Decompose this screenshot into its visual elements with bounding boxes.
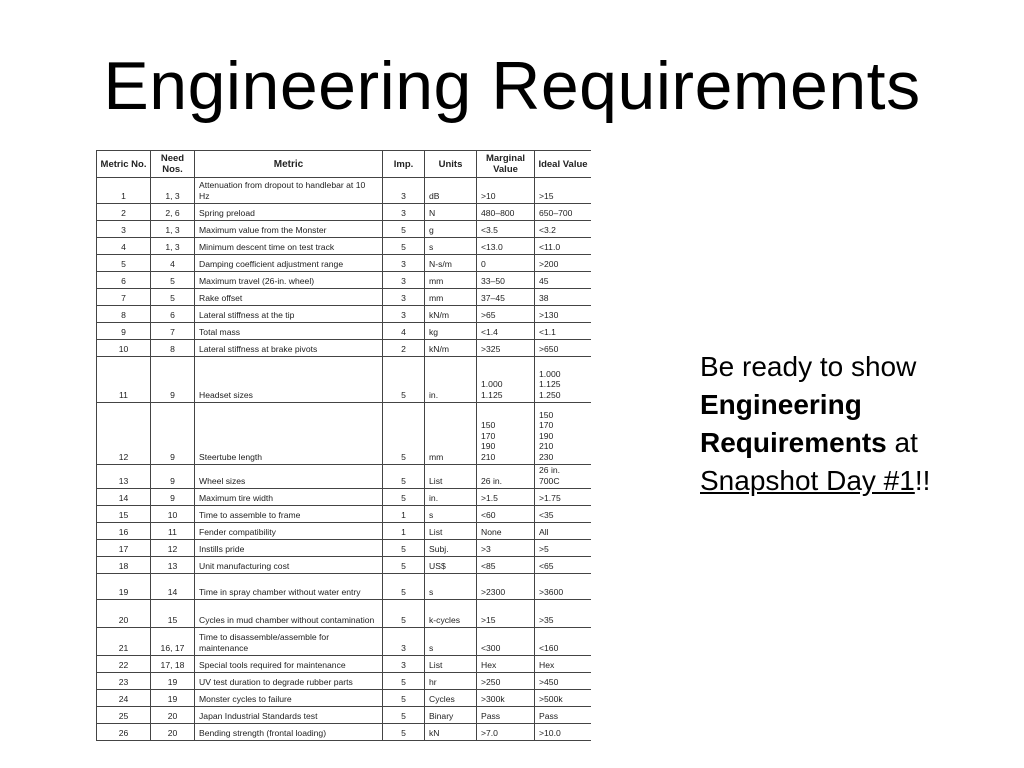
cell-metric-no: 21: [97, 628, 151, 656]
table-row: [97, 323, 592, 340]
table-row: [97, 506, 592, 523]
snapshot-day-link[interactable]: Snapshot Day #1: [700, 465, 915, 496]
cell-metric-no: 2: [97, 204, 151, 221]
cell-need-nos: 19: [151, 673, 195, 690]
cell-metric-no: 1: [97, 178, 151, 204]
cell-ideal-value: <65: [535, 557, 592, 574]
cell-metric: Attenuation from dropout to handlebar at 10 Hz: [195, 178, 383, 204]
header-units: Units: [425, 151, 477, 178]
cell-marginal-value: <1.4: [477, 323, 535, 340]
cell-need-nos: 20: [151, 724, 195, 741]
cell-need-nos: 15: [151, 600, 195, 628]
cell-metric-no: 25: [97, 707, 151, 724]
table-row: [97, 656, 592, 673]
cell-marginal-value: 150 170 190 210: [477, 403, 535, 465]
cell-units: k-cycles: [425, 600, 477, 628]
cell-metric-no: 22: [97, 656, 151, 673]
cell-marginal-value: <13.0: [477, 238, 535, 255]
cell-metric: Time in spray chamber without water entry: [195, 574, 383, 600]
cell-imp: 5: [383, 707, 425, 724]
cell-metric: Maximum travel (26-in. wheel): [195, 272, 383, 289]
cell-metric-no: 6: [97, 272, 151, 289]
cell-ideal-value: All: [535, 523, 592, 540]
cell-metric-no: 19: [97, 574, 151, 600]
reminder-at: at: [886, 427, 918, 458]
cell-ideal-value: >130: [535, 306, 592, 323]
cell-metric: Total mass: [195, 323, 383, 340]
cell-units: mm: [425, 403, 477, 465]
cell-imp: 3: [383, 204, 425, 221]
cell-metric-no: 12: [97, 403, 151, 465]
cell-metric-no: 8: [97, 306, 151, 323]
cell-imp: 3: [383, 306, 425, 323]
cell-metric: Monster cycles to failure: [195, 690, 383, 707]
table-row: [97, 465, 592, 489]
cell-marginal-value: >300k: [477, 690, 535, 707]
table-row: [97, 557, 592, 574]
cell-metric: Headset sizes: [195, 357, 383, 403]
cell-units: kN/m: [425, 340, 477, 357]
cell-metric-no: 17: [97, 540, 151, 557]
cell-ideal-value: >200: [535, 255, 592, 272]
cell-imp: 5: [383, 403, 425, 465]
cell-marginal-value: >65: [477, 306, 535, 323]
cell-imp: 3: [383, 628, 425, 656]
snapshot-reminder: [700, 348, 1000, 500]
cell-metric: Lateral stiffness at brake pivots: [195, 340, 383, 357]
cell-need-nos: 5: [151, 289, 195, 306]
cell-imp: 5: [383, 574, 425, 600]
cell-metric: Instills pride: [195, 540, 383, 557]
requirements-table-image: [96, 150, 591, 750]
table-row: [97, 255, 592, 272]
cell-need-nos: 16, 17: [151, 628, 195, 656]
cell-metric: Damping coefficient adjustment range: [195, 255, 383, 272]
cell-metric: Cycles in mud chamber without contamination: [195, 600, 383, 628]
cell-ideal-value: >10.0: [535, 724, 592, 741]
cell-metric-no: 14: [97, 489, 151, 506]
cell-metric-no: 16: [97, 523, 151, 540]
table-row: [97, 540, 592, 557]
cell-ideal-value: <1.1: [535, 323, 592, 340]
cell-ideal-value: 150 170 190 210 230: [535, 403, 592, 465]
header-metric: Metric: [195, 151, 383, 178]
header-metric-no: Metric No.: [97, 151, 151, 178]
cell-marginal-value: >7.0: [477, 724, 535, 741]
cell-metric-no: 4: [97, 238, 151, 255]
cell-need-nos: 8: [151, 340, 195, 357]
cell-metric-no: 3: [97, 221, 151, 238]
cell-imp: 2: [383, 340, 425, 357]
reminder-bold-requirements: Requirements: [700, 427, 887, 458]
cell-metric-no: 20: [97, 600, 151, 628]
cell-ideal-value: >5: [535, 540, 592, 557]
cell-units: g: [425, 221, 477, 238]
table-row: [97, 523, 592, 540]
cell-marginal-value: 33–50: [477, 272, 535, 289]
cell-metric-no: 26: [97, 724, 151, 741]
cell-units: List: [425, 656, 477, 673]
cell-ideal-value: 26 in. 700C: [535, 465, 592, 489]
cell-imp: 5: [383, 221, 425, 238]
cell-imp: 3: [383, 656, 425, 673]
cell-imp: 5: [383, 489, 425, 506]
cell-need-nos: 2, 6: [151, 204, 195, 221]
cell-metric: Maximum value from the Monster: [195, 221, 383, 238]
cell-need-nos: 9: [151, 357, 195, 403]
cell-imp: 5: [383, 690, 425, 707]
cell-units: kg: [425, 323, 477, 340]
reminder-line: Be ready to show: [700, 351, 917, 382]
cell-ideal-value: Pass: [535, 707, 592, 724]
header-ideal-value: Ideal Value: [535, 151, 592, 178]
cell-need-nos: 13: [151, 557, 195, 574]
cell-metric-no: 24: [97, 690, 151, 707]
cell-ideal-value: >450: [535, 673, 592, 690]
cell-metric: Bending strength (frontal loading): [195, 724, 383, 741]
cell-marginal-value: <3.5: [477, 221, 535, 238]
slide-title: Engineering Requirements: [103, 48, 921, 124]
cell-imp: 5: [383, 557, 425, 574]
cell-need-nos: 11: [151, 523, 195, 540]
cell-need-nos: 12: [151, 540, 195, 557]
cell-marginal-value: 0: [477, 255, 535, 272]
cell-marginal-value: >325: [477, 340, 535, 357]
cell-need-nos: 17, 18: [151, 656, 195, 673]
cell-units: s: [425, 628, 477, 656]
cell-units: s: [425, 506, 477, 523]
cell-ideal-value: >15: [535, 178, 592, 204]
cell-need-nos: 5: [151, 272, 195, 289]
cell-ideal-value: Hex: [535, 656, 592, 673]
cell-imp: 3: [383, 289, 425, 306]
cell-units: mm: [425, 289, 477, 306]
cell-marginal-value: 1.000 1.125: [477, 357, 535, 403]
cell-imp: 5: [383, 238, 425, 255]
cell-units: Cycles: [425, 690, 477, 707]
cell-ideal-value: >35: [535, 600, 592, 628]
cell-metric-no: 18: [97, 557, 151, 574]
cell-marginal-value: 26 in.: [477, 465, 535, 489]
table-row: [97, 289, 592, 306]
cell-units: kN/m: [425, 306, 477, 323]
cell-ideal-value: <160: [535, 628, 592, 656]
cell-metric: Time to disassemble/assemble for maintenance: [195, 628, 383, 656]
table-row: [97, 272, 592, 289]
cell-marginal-value: >1.5: [477, 489, 535, 506]
cell-metric: Maximum tire width: [195, 489, 383, 506]
cell-imp: 5: [383, 724, 425, 741]
cell-metric-no: 5: [97, 255, 151, 272]
cell-metric-no: 9: [97, 323, 151, 340]
cell-metric: Rake offset: [195, 289, 383, 306]
table-row: [97, 238, 592, 255]
cell-imp: 5: [383, 600, 425, 628]
cell-need-nos: 10: [151, 506, 195, 523]
reminder-suffix: !!: [914, 465, 931, 496]
cell-units: N-s/m: [425, 255, 477, 272]
cell-ideal-value: 1.000 1.125 1.250: [535, 357, 592, 403]
cell-need-nos: 19: [151, 690, 195, 707]
table-row: [97, 489, 592, 506]
cell-units: N: [425, 204, 477, 221]
cell-units: US$: [425, 557, 477, 574]
header-need-nos: Need Nos.: [151, 151, 195, 178]
reminder-bold-engineering: Engineering: [700, 389, 862, 420]
cell-metric: Steertube length: [195, 403, 383, 465]
table-row: [97, 724, 592, 741]
cell-need-nos: 4: [151, 255, 195, 272]
cell-marginal-value: >15: [477, 600, 535, 628]
cell-need-nos: 14: [151, 574, 195, 600]
cell-units: s: [425, 574, 477, 600]
table-row: [97, 306, 592, 323]
cell-metric-no: 11: [97, 357, 151, 403]
cell-imp: 5: [383, 357, 425, 403]
cell-imp: 3: [383, 255, 425, 272]
table-row: [97, 340, 592, 357]
cell-metric: Minimum descent time on test track: [195, 238, 383, 255]
cell-units: in.: [425, 489, 477, 506]
cell-marginal-value: None: [477, 523, 535, 540]
cell-ideal-value: >650: [535, 340, 592, 357]
cell-ideal-value: >3600: [535, 574, 592, 600]
cell-metric: Special tools required for maintenance: [195, 656, 383, 673]
cell-metric-no: 7: [97, 289, 151, 306]
cell-ideal-value: <11.0: [535, 238, 592, 255]
cell-imp: 5: [383, 465, 425, 489]
cell-ideal-value: >1.75: [535, 489, 592, 506]
table-row: [97, 221, 592, 238]
cell-marginal-value: <60: [477, 506, 535, 523]
cell-ideal-value: 45: [535, 272, 592, 289]
table-row: [97, 673, 592, 690]
cell-metric-no: 23: [97, 673, 151, 690]
cell-ideal-value: <3.2: [535, 221, 592, 238]
cell-metric: Spring preload: [195, 204, 383, 221]
cell-units: s: [425, 238, 477, 255]
cell-imp: 3: [383, 178, 425, 204]
cell-ideal-value: 38: [535, 289, 592, 306]
cell-marginal-value: >2300: [477, 574, 535, 600]
header-marginal-value: Marginal Value: [477, 151, 535, 178]
cell-metric: Fender compatibility: [195, 523, 383, 540]
cell-metric-no: 15: [97, 506, 151, 523]
cell-metric: Lateral stiffness at the tip: [195, 306, 383, 323]
cell-units: List: [425, 465, 477, 489]
cell-marginal-value: <85: [477, 557, 535, 574]
cell-imp: 5: [383, 540, 425, 557]
cell-metric: Time to assemble to frame: [195, 506, 383, 523]
cell-metric: Wheel sizes: [195, 465, 383, 489]
cell-ideal-value: 650–700: [535, 204, 592, 221]
cell-marginal-value: >250: [477, 673, 535, 690]
cell-need-nos: 6: [151, 306, 195, 323]
cell-marginal-value: 37–45: [477, 289, 535, 306]
cell-need-nos: 9: [151, 465, 195, 489]
cell-metric-no: 13: [97, 465, 151, 489]
cell-units: kN: [425, 724, 477, 741]
cell-units: mm: [425, 272, 477, 289]
table-header-row: [97, 151, 592, 178]
table-row: [97, 204, 592, 221]
table-row: [97, 357, 592, 403]
table-row: [97, 574, 592, 600]
cell-marginal-value: <300: [477, 628, 535, 656]
cell-units: Subj.: [425, 540, 477, 557]
cell-metric-no: 10: [97, 340, 151, 357]
cell-need-nos: 1, 3: [151, 178, 195, 204]
cell-need-nos: 9: [151, 489, 195, 506]
cell-need-nos: 7: [151, 323, 195, 340]
cell-need-nos: 1, 3: [151, 221, 195, 238]
cell-imp: 1: [383, 523, 425, 540]
cell-units: List: [425, 523, 477, 540]
cell-imp: 4: [383, 323, 425, 340]
requirements-table: [96, 150, 591, 741]
table-row: [97, 403, 592, 465]
cell-marginal-value: Pass: [477, 707, 535, 724]
cell-marginal-value: 480–800: [477, 204, 535, 221]
cell-need-nos: 20: [151, 707, 195, 724]
cell-marginal-value: Hex: [477, 656, 535, 673]
cell-marginal-value: >3: [477, 540, 535, 557]
cell-metric: Japan Industrial Standards test: [195, 707, 383, 724]
table-body: [97, 178, 592, 741]
table-row: [97, 690, 592, 707]
cell-need-nos: 1, 3: [151, 238, 195, 255]
cell-ideal-value: <35: [535, 506, 592, 523]
cell-imp: 5: [383, 673, 425, 690]
cell-units: dB: [425, 178, 477, 204]
table-row: [97, 628, 592, 656]
cell-units: hr: [425, 673, 477, 690]
table-row: [97, 178, 592, 204]
cell-metric: UV test duration to degrade rubber parts: [195, 673, 383, 690]
cell-marginal-value: >10: [477, 178, 535, 204]
cell-imp: 3: [383, 272, 425, 289]
cell-metric: Unit manufacturing cost: [195, 557, 383, 574]
cell-need-nos: 9: [151, 403, 195, 465]
table-row: [97, 707, 592, 724]
cell-ideal-value: >500k: [535, 690, 592, 707]
table-row: [97, 600, 592, 628]
cell-units: in.: [425, 357, 477, 403]
header-imp: Imp.: [383, 151, 425, 178]
cell-units: Binary: [425, 707, 477, 724]
cell-imp: 1: [383, 506, 425, 523]
